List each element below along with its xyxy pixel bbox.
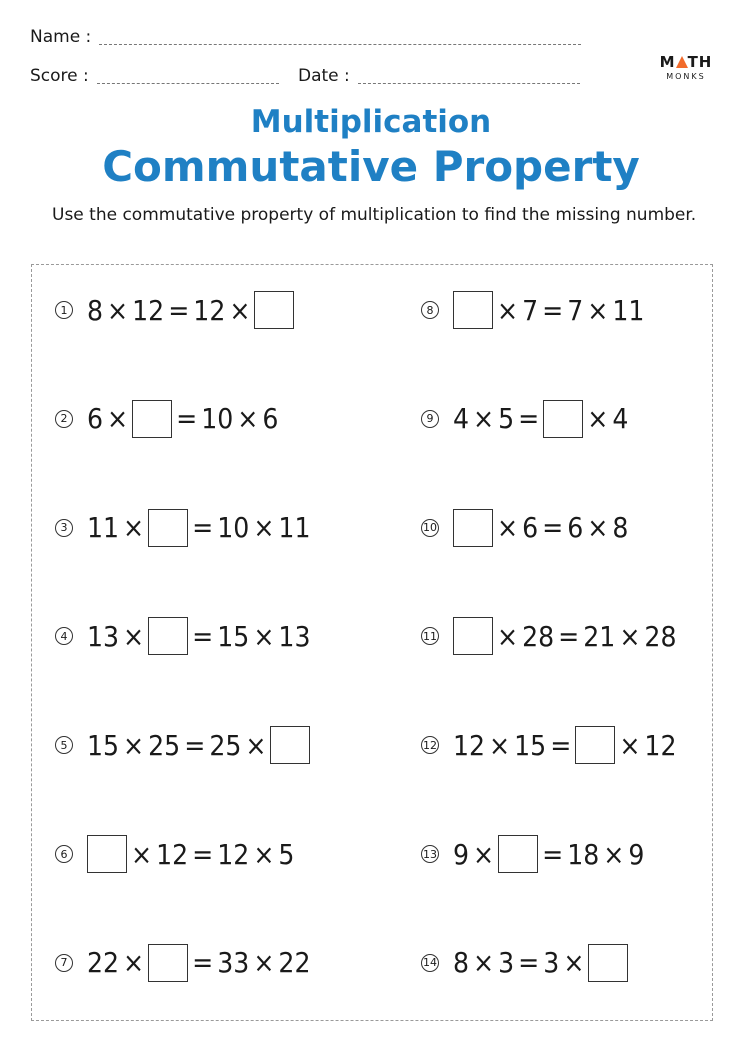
- number: 11: [278, 511, 311, 545]
- number: 25: [209, 728, 242, 762]
- number: 6: [522, 511, 539, 545]
- problem-13: [421, 833, 648, 875]
- times-sign: ×: [563, 946, 585, 980]
- answer-box[interactable]: [270, 726, 310, 764]
- number: 33: [217, 946, 250, 980]
- times-sign: ×: [123, 728, 145, 762]
- problem-number: 11: [421, 627, 439, 645]
- equals-sign: =: [176, 402, 198, 436]
- name-label: Name :: [30, 27, 92, 47]
- problem-number: 12: [421, 736, 439, 754]
- equals-sign: =: [542, 293, 564, 327]
- number: 4: [453, 402, 470, 436]
- number: 4: [612, 402, 629, 436]
- answer-box[interactable]: [148, 944, 188, 982]
- problem-number: 8: [421, 301, 439, 319]
- triangle-icon: [676, 56, 688, 68]
- times-sign: ×: [245, 728, 267, 762]
- problem-1: [55, 289, 298, 331]
- times-sign: ×: [473, 837, 495, 871]
- number: 6: [87, 402, 104, 436]
- number: 13: [87, 619, 120, 653]
- problem-number: 9: [421, 410, 439, 428]
- number: 15: [217, 619, 250, 653]
- equals-sign: =: [192, 619, 214, 653]
- equals-sign: =: [558, 619, 580, 653]
- logo-subtitle: MONKS: [666, 72, 706, 81]
- problem-8: [421, 289, 648, 331]
- equals-sign: =: [192, 837, 214, 871]
- problem-6: [55, 833, 298, 875]
- times-sign: ×: [229, 293, 251, 327]
- problem-number: 14: [421, 954, 439, 972]
- times-sign: ×: [123, 511, 145, 545]
- answer-box[interactable]: [575, 726, 615, 764]
- answer-box[interactable]: [588, 944, 628, 982]
- answer-box[interactable]: [543, 400, 583, 438]
- date-label: Date :: [298, 66, 350, 86]
- problem-number: 3: [55, 519, 73, 537]
- times-sign: ×: [473, 402, 495, 436]
- equals-sign: =: [542, 511, 564, 545]
- times-sign: ×: [619, 728, 641, 762]
- number: 28: [522, 619, 555, 653]
- number: 5: [278, 837, 295, 871]
- times-sign: ×: [497, 619, 519, 653]
- problem-5: [55, 724, 314, 766]
- answer-box[interactable]: [453, 291, 493, 329]
- problem-number: 4: [55, 627, 73, 645]
- number: 11: [87, 511, 120, 545]
- math-monks-logo: [655, 54, 717, 82]
- times-sign: ×: [497, 293, 519, 327]
- logo-wordmark: M TH: [659, 53, 713, 71]
- times-sign: ×: [497, 511, 519, 545]
- number: 25: [148, 728, 181, 762]
- number: 15: [514, 728, 547, 762]
- equals-sign: =: [542, 837, 564, 871]
- date-field[interactable]: [358, 82, 580, 84]
- problem-10: [421, 507, 632, 549]
- number: 22: [278, 946, 311, 980]
- number: 6: [262, 402, 279, 436]
- problem-3: [55, 507, 314, 549]
- problem-number: 10: [421, 519, 439, 537]
- problem-number: 13: [421, 845, 439, 863]
- times-sign: ×: [131, 837, 153, 871]
- number: 6: [567, 511, 584, 545]
- equals-sign: =: [518, 946, 540, 980]
- problem-9: [421, 398, 632, 440]
- answer-box[interactable]: [148, 509, 188, 547]
- number: 12: [156, 837, 189, 871]
- times-sign: ×: [253, 946, 275, 980]
- times-sign: ×: [587, 402, 609, 436]
- times-sign: ×: [253, 837, 275, 871]
- number: 10: [201, 402, 234, 436]
- number: 9: [453, 837, 470, 871]
- number: 7: [567, 293, 584, 327]
- times-sign: ×: [587, 511, 609, 545]
- times-sign: ×: [123, 946, 145, 980]
- name-field-row: [30, 27, 581, 47]
- answer-box[interactable]: [453, 617, 493, 655]
- problem-12: [421, 724, 680, 766]
- equals-sign: =: [168, 293, 190, 327]
- number: 22: [87, 946, 120, 980]
- score-field-row: [30, 66, 279, 86]
- times-sign: ×: [107, 402, 129, 436]
- times-sign: ×: [123, 619, 145, 653]
- equals-sign: =: [550, 728, 572, 762]
- problem-number: 7: [55, 954, 73, 972]
- times-sign: ×: [237, 402, 259, 436]
- times-sign: ×: [473, 946, 495, 980]
- equals-sign: =: [192, 511, 214, 545]
- problem-number: 5: [55, 736, 73, 754]
- number: 8: [612, 511, 629, 545]
- equals-sign: =: [192, 946, 214, 980]
- number: 12: [193, 293, 226, 327]
- times-sign: ×: [253, 619, 275, 653]
- number: 12: [132, 293, 165, 327]
- date-field-row: [298, 66, 580, 86]
- answer-box[interactable]: [132, 400, 172, 438]
- score-label: Score :: [30, 66, 89, 86]
- number: 9: [628, 837, 645, 871]
- number: 11: [612, 293, 645, 327]
- title-line-1: Multiplication: [250, 104, 492, 140]
- number: 10: [217, 511, 250, 545]
- number: 5: [498, 402, 515, 436]
- answer-box[interactable]: [87, 835, 127, 873]
- number: 15: [87, 728, 120, 762]
- number: 28: [644, 619, 677, 653]
- answer-box[interactable]: [453, 509, 493, 547]
- problem-number: 2: [55, 410, 73, 428]
- problem-14: [421, 942, 632, 984]
- instructions: Use the commutative property of multiplication to find the missing number.: [52, 205, 697, 225]
- answer-box[interactable]: [148, 617, 188, 655]
- number: 3: [498, 946, 515, 980]
- problem-number: 6: [55, 845, 73, 863]
- equals-sign: =: [184, 728, 206, 762]
- score-field[interactable]: [97, 82, 279, 84]
- number: 8: [453, 946, 470, 980]
- answer-box[interactable]: [498, 835, 538, 873]
- problem-4: [55, 615, 314, 657]
- problem-2: [55, 398, 282, 440]
- problem-7: [55, 942, 314, 984]
- problem-11: [421, 615, 680, 657]
- name-field[interactable]: [99, 43, 581, 45]
- title-line-2: Commutative Property: [102, 142, 640, 191]
- number: 12: [644, 728, 677, 762]
- number: 7: [522, 293, 539, 327]
- times-sign: ×: [587, 293, 609, 327]
- number: 8: [87, 293, 104, 327]
- times-sign: ×: [489, 728, 511, 762]
- number: 18: [567, 837, 600, 871]
- problem-number: 1: [55, 301, 73, 319]
- number: 13: [278, 619, 311, 653]
- number: 12: [453, 728, 486, 762]
- times-sign: ×: [619, 619, 641, 653]
- times-sign: ×: [107, 293, 129, 327]
- times-sign: ×: [253, 511, 275, 545]
- number: 3: [543, 946, 560, 980]
- number: 21: [583, 619, 616, 653]
- times-sign: ×: [603, 837, 625, 871]
- number: 12: [217, 837, 250, 871]
- answer-box[interactable]: [254, 291, 294, 329]
- equals-sign: =: [518, 402, 540, 436]
